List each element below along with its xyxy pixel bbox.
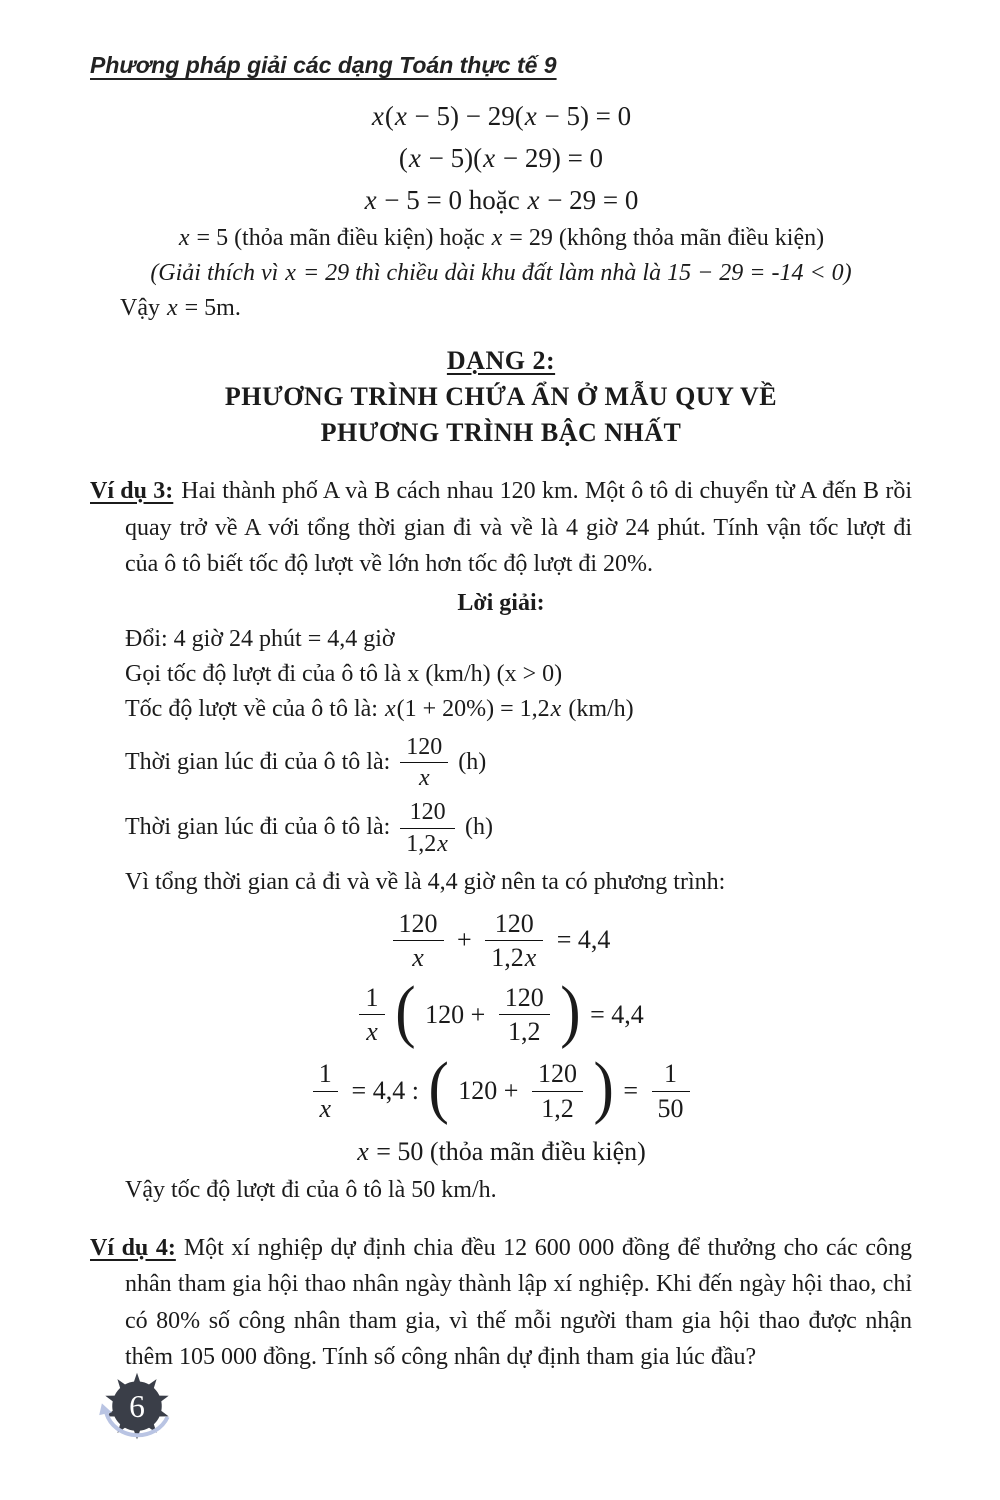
equation-block xyxy=(90,95,912,221)
because-line: Vì tổng thời gian cả đi và về là 4,4 giờ nên ta có phương trình: xyxy=(125,869,726,895)
solution-conclusion: Vậy x = 5m. xyxy=(120,295,241,321)
running-header: Phương pháp giải các dạng Toán thực tế 9 xyxy=(90,52,557,78)
example3-paragraph xyxy=(90,473,912,583)
example4-label: Ví dụ 4: xyxy=(90,1234,176,1261)
fraction: $\frac{1}{x}$ xyxy=(359,983,385,1046)
fraction: $\frac{120}{1,2x}$ xyxy=(485,909,543,972)
speed-back-suffix: (km/h) xyxy=(568,695,634,722)
left-paren: ( xyxy=(395,973,416,1051)
section-subtitle-2: PHƯƠNG TRÌNH BẬC NHẤT xyxy=(320,418,682,447)
solution-note: (Giải thích vì x = 29 thì chiều dài khu đất làm nhà là 15 − 29 = -14 < 0) xyxy=(150,260,852,286)
time-back-line xyxy=(90,799,912,858)
root-line xyxy=(90,1134,912,1169)
section-title: DẠNG 2: xyxy=(446,346,556,375)
example3-label: Ví dụ 3: xyxy=(90,478,174,504)
page-number: 6 xyxy=(129,1388,145,1424)
example4-paragraph xyxy=(90,1230,912,1376)
equation-line-1: x(x − 5) − 29(x − 5) = 0 xyxy=(371,101,632,131)
time-back-suffix: (h) xyxy=(464,814,493,841)
section-subtitle-1: PHƯƠNG TRÌNH CHỨA ẨN Ở MẪU QUY VỀ xyxy=(224,382,778,411)
section-heading xyxy=(90,343,912,451)
fraction: $\frac{120}{x}$ xyxy=(393,909,444,972)
time-back-prefix: Thời gian lúc đi của ô tô là: xyxy=(125,814,391,841)
example4-text: Một xí nghiệp dự định chia đều 12 600 000 đồng để thưởng cho các công nhân tham gia hội thao nhân ngày thành lập xí nghiệp. Khi đến ngày hội thao, chỉ có 80% số công nhân tham gia, vì thế mỗi người tham gia hội thao được nhận thêm 105 000 đồng. Tính số công nhân dự định tham gia lúc đầu? xyxy=(125,1234,913,1371)
fraction: $\frac{120}{1,2}$ xyxy=(532,1059,583,1122)
time-go-fraction: $\frac{120}{x}$ xyxy=(400,734,448,793)
fraction: $\frac{1}{50}$ xyxy=(652,1059,690,1122)
left-paren: ( xyxy=(428,1049,449,1127)
time-go-suffix: (h) xyxy=(458,748,487,775)
root-value: x = 50 xyxy=(357,1136,424,1166)
speed-back-line xyxy=(90,692,912,727)
gear-icon xyxy=(92,1366,182,1466)
time-go-prefix: Thời gian lúc đi của ô tô là: xyxy=(125,748,391,775)
root-note: (thỏa mãn điều kiện) xyxy=(429,1136,646,1166)
equation-sum: $\frac{120}{x}$ + $\frac{120}{1,2x}$ = 4,4 xyxy=(90,909,912,972)
example3-conclusion: Vậy tốc độ lượt đi của ô tô là 50 km/h. xyxy=(125,1176,497,1203)
assume-line: Gọi tốc độ lượt đi của ô tô là x (km/h) (x > 0) xyxy=(125,660,563,687)
equation-line-3: x − 5 = 0 hoặc x − 29 = 0 xyxy=(364,185,639,215)
fraction: $\frac{1}{x}$ xyxy=(313,1059,339,1122)
right-paren: ) xyxy=(593,1049,614,1127)
equation-solved: $\frac{1}{x}$ = 4,4 : ( 120 + $\frac{120}{1,2}$ ) = $\frac{1}{50}$ xyxy=(90,1057,912,1124)
page-number-badge xyxy=(92,1366,182,1466)
speed-back-prefix: Tốc độ lượt về của ô tô là: xyxy=(125,695,378,722)
equation-factored: $\frac{1}{x}$ ( 120 + $\frac{120}{1,2}$ ) = 4,4 xyxy=(90,981,912,1048)
fraction: $\frac{120}{1,2}$ xyxy=(499,983,550,1046)
equation-line-2: (x − 5)(x − 29) = 0 xyxy=(398,143,604,173)
time-back-fraction: $\frac{120}{1,2x}$ xyxy=(400,799,455,858)
convert-line: Đổi: 4 giờ 24 phút = 4,4 giờ xyxy=(125,625,395,652)
speed-back-formula: x(1 + 20%) = 1,2x xyxy=(384,695,562,722)
solution-heading: Lời giải: xyxy=(457,589,545,616)
solution-roots: x = 5 (thỏa mãn điều kiện) hoặc x = 29 (không thỏa mãn điều kiện) xyxy=(178,225,825,251)
time-go-line xyxy=(90,734,912,793)
right-paren: ) xyxy=(560,973,581,1051)
example3-text: Hai thành phố A và B cách nhau 120 km. Một ô tô di chuyển từ A đến B rồi quay trở về A với tổng thời gian đi và về là 4 giờ 24 phút. Tính vận tốc lượt đi của ô tô biết tốc độ lượt về lớn hơn tốc độ lượt đi 20%. xyxy=(125,478,913,577)
